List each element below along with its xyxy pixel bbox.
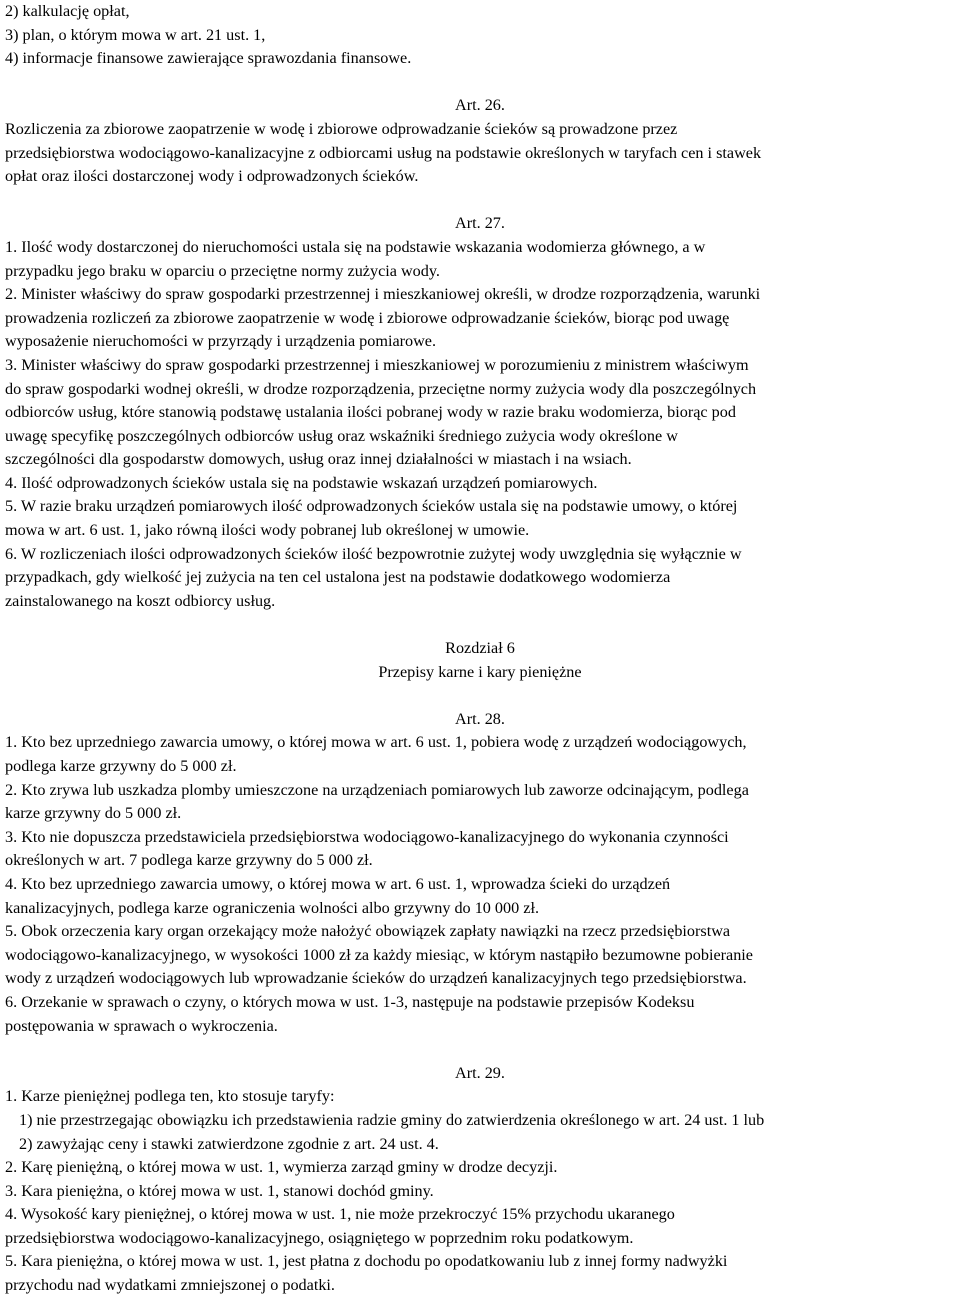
- text-line: przedsiębiorstwa wodociągowo-kanalizacyjnego, osiągniętego w poprzednim roku podatkowym.: [5, 1228, 634, 1247]
- document-page: [5, 0, 955, 1298]
- article-29: [5, 1062, 955, 1298]
- text-line: 4. Kto bez uprzedniego zawarcia umowy, o której mowa w art. 6 ust. 1, wprowadza ścieki do urządzeń: [5, 874, 671, 893]
- text-line: 2. Kto zrywa lub uszkadza plomby umieszczone na urządzeniach pomiarowych lub zaworze odcinającym, podlega: [5, 780, 749, 799]
- text-line: przypadkach, gdy wielkość jej zużycia na ten cel ustalona jest na podstawie dodatkowego wodomierza: [5, 568, 671, 587]
- text-line: 5. W razie braku urządzeń pomiarowych ilość odprowadzonych ścieków ustala się na podstawie umowy, o której: [5, 497, 738, 516]
- text-line: 4. Wysokość kary pieniężnej, o której mowa w ust. 1, nie może przekroczyć 15% przychodu ukaranego: [5, 1205, 675, 1224]
- text-line: prowadzenia rozliczeń za zbiorowe zaopatrzenie w wodę i zbiorowe odprowadzanie ścieków, biorąc pod uwagę: [5, 308, 730, 327]
- text-line: podlega karze grzywny do 5 000 zł.: [5, 757, 237, 775]
- text-line: 5. Kara pieniężna, o której mowa w ust. 1, jest płatna z dochodu po opodatkowaniu lub z innej formy nadwyżki: [5, 1252, 728, 1271]
- text-line: postępowania w sprawach o wykroczenia.: [5, 1016, 278, 1035]
- sub-list-item: 2) zawyżając ceny i stawki zatwierdzone zgodnie z art. 24 ust. 4.: [19, 1134, 439, 1153]
- spacer: [5, 189, 955, 213]
- article-heading: Art. 28.: [455, 709, 505, 728]
- article-28: [5, 708, 955, 1038]
- spacer: [5, 613, 955, 637]
- text-line: opłat oraz ilości dostarczonej wody i odprowadzonych ścieków.: [5, 167, 419, 186]
- chapter-6: [5, 637, 955, 684]
- article-heading: Art. 26.: [455, 96, 505, 115]
- text-line: wodociągowo-kanalizacyjnego, w wysokości 1000 zł za każdy miesiąc, w którym nastąpiło bezumowne pobieranie: [5, 945, 753, 964]
- text-line: 1. Karze pieniężnej podlega ten, kto stosuje taryfy:: [5, 1087, 335, 1106]
- text-line: 1. Kto bez uprzedniego zawarcia umowy, o której mowa w art. 6 ust. 1, pobiera wodę z urządzeń wodociągowych,: [5, 733, 747, 752]
- list-item: 3) plan, o którym mowa w art. 21 ust. 1,: [5, 25, 266, 44]
- text-line: odbiorców usług, które stanowią podstawę ustalania ilości pobranej wody w razie braku wodomierza, biorąc pod: [5, 403, 736, 422]
- text-line: 5. Obok orzeczenia kary organ orzekający może nałożyć obowiązek zapłaty nawiązki na rzecz przedsiębiorstwa: [5, 922, 731, 941]
- spacer: [5, 1038, 955, 1062]
- spacer: [5, 71, 955, 95]
- text-line: karze grzywny do 5 000 zł.: [5, 804, 182, 823]
- text-line: uwagę specyfikę poszczególnych odbiorców usług oraz wskaźniki średniego zużycia wody określone w: [5, 426, 678, 445]
- text-line: 4. Ilość odprowadzonych ścieków ustala się na podstawie wskazań urządzeń pomiarowych.: [5, 473, 598, 492]
- text-line: wyposażenie nieruchomości w przyrządy i urządzenia pomiarowe.: [5, 332, 437, 351]
- chapter-heading: Rozdział 6: [445, 639, 515, 658]
- text-line: zainstalowanego na koszt odbiorcy usług.: [5, 591, 276, 610]
- text-line: przychodu nad wydatkami zmniejszonej o podatki.: [5, 1276, 335, 1295]
- text-line: szczególności dla gospodarstw domowych, usług oraz innej działalności w miastach i na wsiach.: [5, 450, 632, 469]
- text-line: mowa w art. 6 ust. 1, jako równą ilości wody pobranej lub określonej w umowie.: [5, 521, 530, 540]
- text-line: 3. Minister właściwy do spraw gospodarki przestrzennej i mieszkaniowej w porozumieniu z ministrem właściwym: [5, 355, 749, 374]
- intro-list: [5, 0, 955, 71]
- text-line: 3. Kara pieniężna, o której mowa w ust. 1, stanowi dochód gminy.: [5, 1181, 434, 1200]
- sub-list-item: 1) nie przestrzegając obowiązku ich przedstawienia radzie gminy do zatwierdzenia określonego w art. 24 ust. 1 lub: [19, 1110, 765, 1129]
- spacer: [5, 684, 955, 708]
- article-heading: Art. 29.: [455, 1063, 505, 1082]
- list-item: 4) informacje finansowe zawierające sprawozdania finansowe.: [5, 49, 412, 68]
- text-line: określonych w art. 7 podlega karze grzywny do 5 000 zł.: [5, 851, 373, 870]
- text-line: wody z urządzeń wodociągowych lub wprowadzanie ścieków do urządzeń kanalizacyjnych tego przedsiębiorstwa.: [5, 969, 747, 988]
- list-item: 2) kalkulację opłat,: [5, 2, 130, 20]
- article-26: [5, 94, 955, 188]
- article-27: [5, 212, 955, 613]
- text-line: przypadku jego braku w oparciu o przeciętne normy zużycia wody.: [5, 261, 440, 280]
- text-line: 1. Ilość wody dostarczonej do nieruchomości ustala się na podstawie wskazania wodomierza głównego, a w: [5, 237, 706, 256]
- text-line: kanalizacyjnych, podlega karze ograniczenia wolności albo grzywny do 10 000 zł.: [5, 898, 539, 917]
- text-line: przedsiębiorstwa wodociągowo-kanalizacyjne z odbiorcami usług na podstawie określonych w taryfach cen i stawek: [5, 143, 762, 162]
- text-line: Rozliczenia za zbiorowe zaopatrzenie w wodę i zbiorowe odprowadzanie ścieków są prowadzone przez: [5, 119, 678, 138]
- article-heading: Art. 27.: [455, 214, 505, 233]
- text-line: 2. Karę pieniężną, o której mowa w ust. 1, wymierza zarząd gminy w drodze decyzji.: [5, 1158, 558, 1177]
- text-line: do spraw gospodarki wodnej określi, w drodze rozporządzenia, przeciętne normy zużycia wody dla poszczególnych: [5, 379, 757, 398]
- text-line: 3. Kto nie dopuszcza przedstawiciela przedsiębiorstwa wodociągowo-kanalizacyjnego do wykonania czynności: [5, 827, 729, 846]
- text-line: 6. W rozliczeniach ilości odprowadzonych ścieków ilość bezpowrotnie zużytej wody uwzględnia się wyłącznie w: [5, 544, 742, 563]
- text-line: 6. Orzekanie w sprawach o czyny, o których mowa w ust. 1-3, następuje na podstawie przepisów Kodeksu: [5, 992, 695, 1011]
- text-line: 2. Minister właściwy do spraw gospodarki przestrzennej i mieszkaniowej określi, w drodze rozporządzenia, warunki: [5, 285, 761, 304]
- chapter-title: Przepisy karne i kary pieniężne: [378, 662, 582, 681]
